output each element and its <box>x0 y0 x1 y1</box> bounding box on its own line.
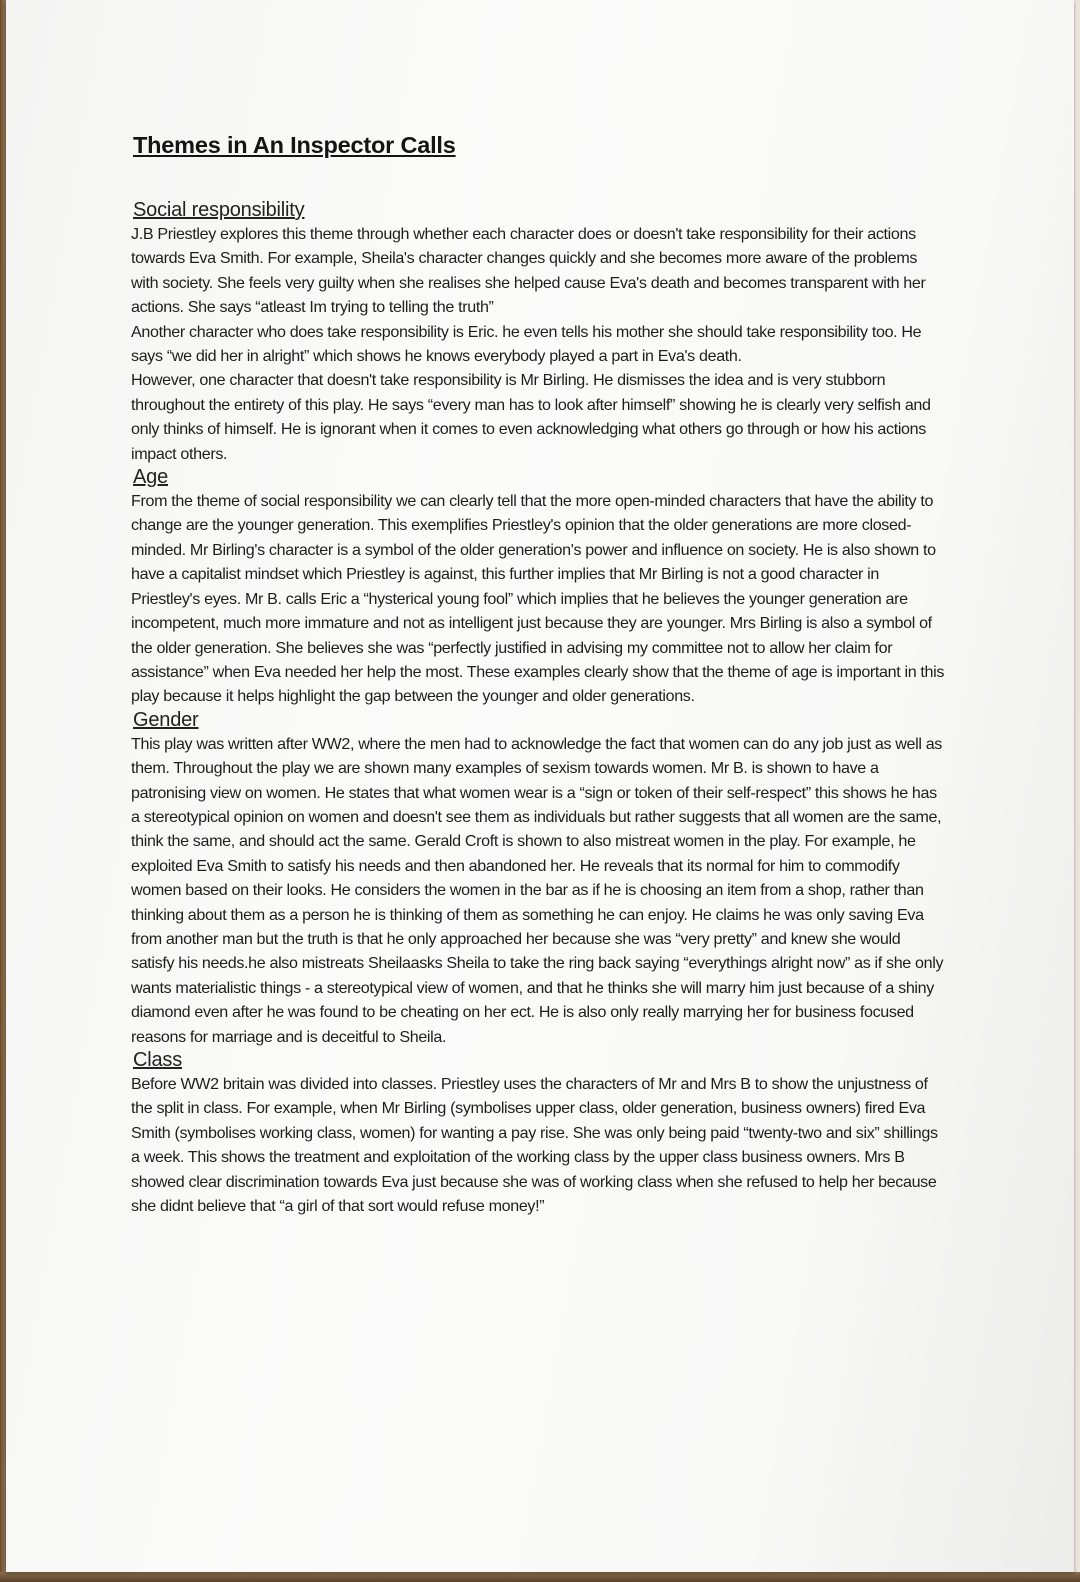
section-heading-gender: Gender <box>133 708 199 731</box>
paragraph: However, one character that doesn't take responsibility is Mr Birling. He dismisses the idea and is very stubborn throughout the entirety of this play. He says “every man has to look after himself” showing he is clearly very selfish and only thinks of himself. He is ignorant when it comes to even acknowledging what others go through or how his actions impact others. <box>131 371 931 463</box>
paragraph: Another character who does take responsibility is Eric. he even tells his mother she should take responsibility too. He says “we did her in alright” which shows he knows everybody played a part in Eva's death. <box>131 322 922 366</box>
document-title: Themes in An Inspector Calls <box>133 132 456 158</box>
paragraph: This play was written after WW2, where the men had to acknowledge the fact that women can do any job just as well as them. Throughout the play we are shown many examples of sexism towards women. Mr B. is shown to have a patronising view on women. He states that what women wear is a “sign or token of their self-respect” this shows he has a stereotypical opinion on women and doesn't see them as individuals but rather suggests that all women are the same, think the same, and should act the same. Gerald Croft is shown to also mistreat women in the play. For example, he exploited Eva Smith to satisfy his needs and then abandoned her. He reveals that its normal for him to commodify women based on their looks. He considers the women in the bar as if he is choosing an item from a shop, rather than thinking about them as a person he is thinking of them as something he can enjoy. He claims he was only saving Eva from another man but the truth is that he only approached her because she was “very pretty” and knew she would satisfy his needs.he also mistreats Sheilaasks Sheila to take the ring back saying “everythings alright now” as if she only wants materialistic things - a stereotypical view of women, and that he thinks she will marry him just because of a shiny diamond even after he was found to be cheating on her ect. He is also only really marrying her for business focused reasons for marriage and is deceitful to Sheila. <box>131 734 944 1046</box>
section-gender <box>131 709 946 1049</box>
section-social-responsibility <box>131 199 946 466</box>
section-heading-class: Class <box>133 1049 183 1071</box>
paragraph: Before WW2 britain was divided into classes. Priestley uses the characters of Mr and Mrs B to show the unjustness of the split in class. For example, when Mr Birling (symbolises upper class, older generation, business owners) fired Eva Smith (symbolises working class, women) for wanting a pay rise. She was only being paid “twenty-two and six” shillings a week. This shows the treatment and exploitation of the working class by the upper class business owners. Mrs B showed clear discrimination towards Eva just because she was of working class when she refused to help her because she didnt believe that “a girl of that sort would refuse money!” <box>131 1075 938 1216</box>
section-heading-social-responsibility: Social responsibility <box>133 199 305 221</box>
table-edge-bottom <box>0 1572 1080 1582</box>
section-class <box>131 1049 946 1218</box>
section-age <box>131 466 946 709</box>
paragraph: J.B Priestley explores this theme through whether each character does or doesn't take responsibility for their actions towards Eva Smith. For example, Sheila's character changes quickly and she becomes more aware of the problems with society. She feels very guilty when she realises she helped cause Eva's death and becomes transparent with her actions. She says “atleast Im trying to telling the truth” <box>131 225 926 317</box>
paragraph: From the theme of social responsibility we can clearly tell that the more open-minded characters that have the ability to change are the younger generation. This exemplifies Priestley's opinion that the older generations are more closed-minded. Mr Birling's character is a symbol of the older generation's power and influence on society. He is also shown to have a capitalist mindset which Priestley is against, this further implies that Mr Birling is not a good character in Priestley's eyes. Mr B. calls Eric a “hysterical young fool” which implies that he believes the younger generation are incompetent, much more immature and not as intelligent just because they are younger. Mrs Birling is also a symbol of the older generation. She believes she was “perfectly justified in advising my committee not to allow her claim for assistance” when Eva needed her help the most. These examples clearly show that the theme of age is important in this play because it helps highlight the gap between the younger and older generations. <box>131 492 945 706</box>
section-heading-age: Age <box>133 466 168 489</box>
document-body <box>131 132 946 1218</box>
